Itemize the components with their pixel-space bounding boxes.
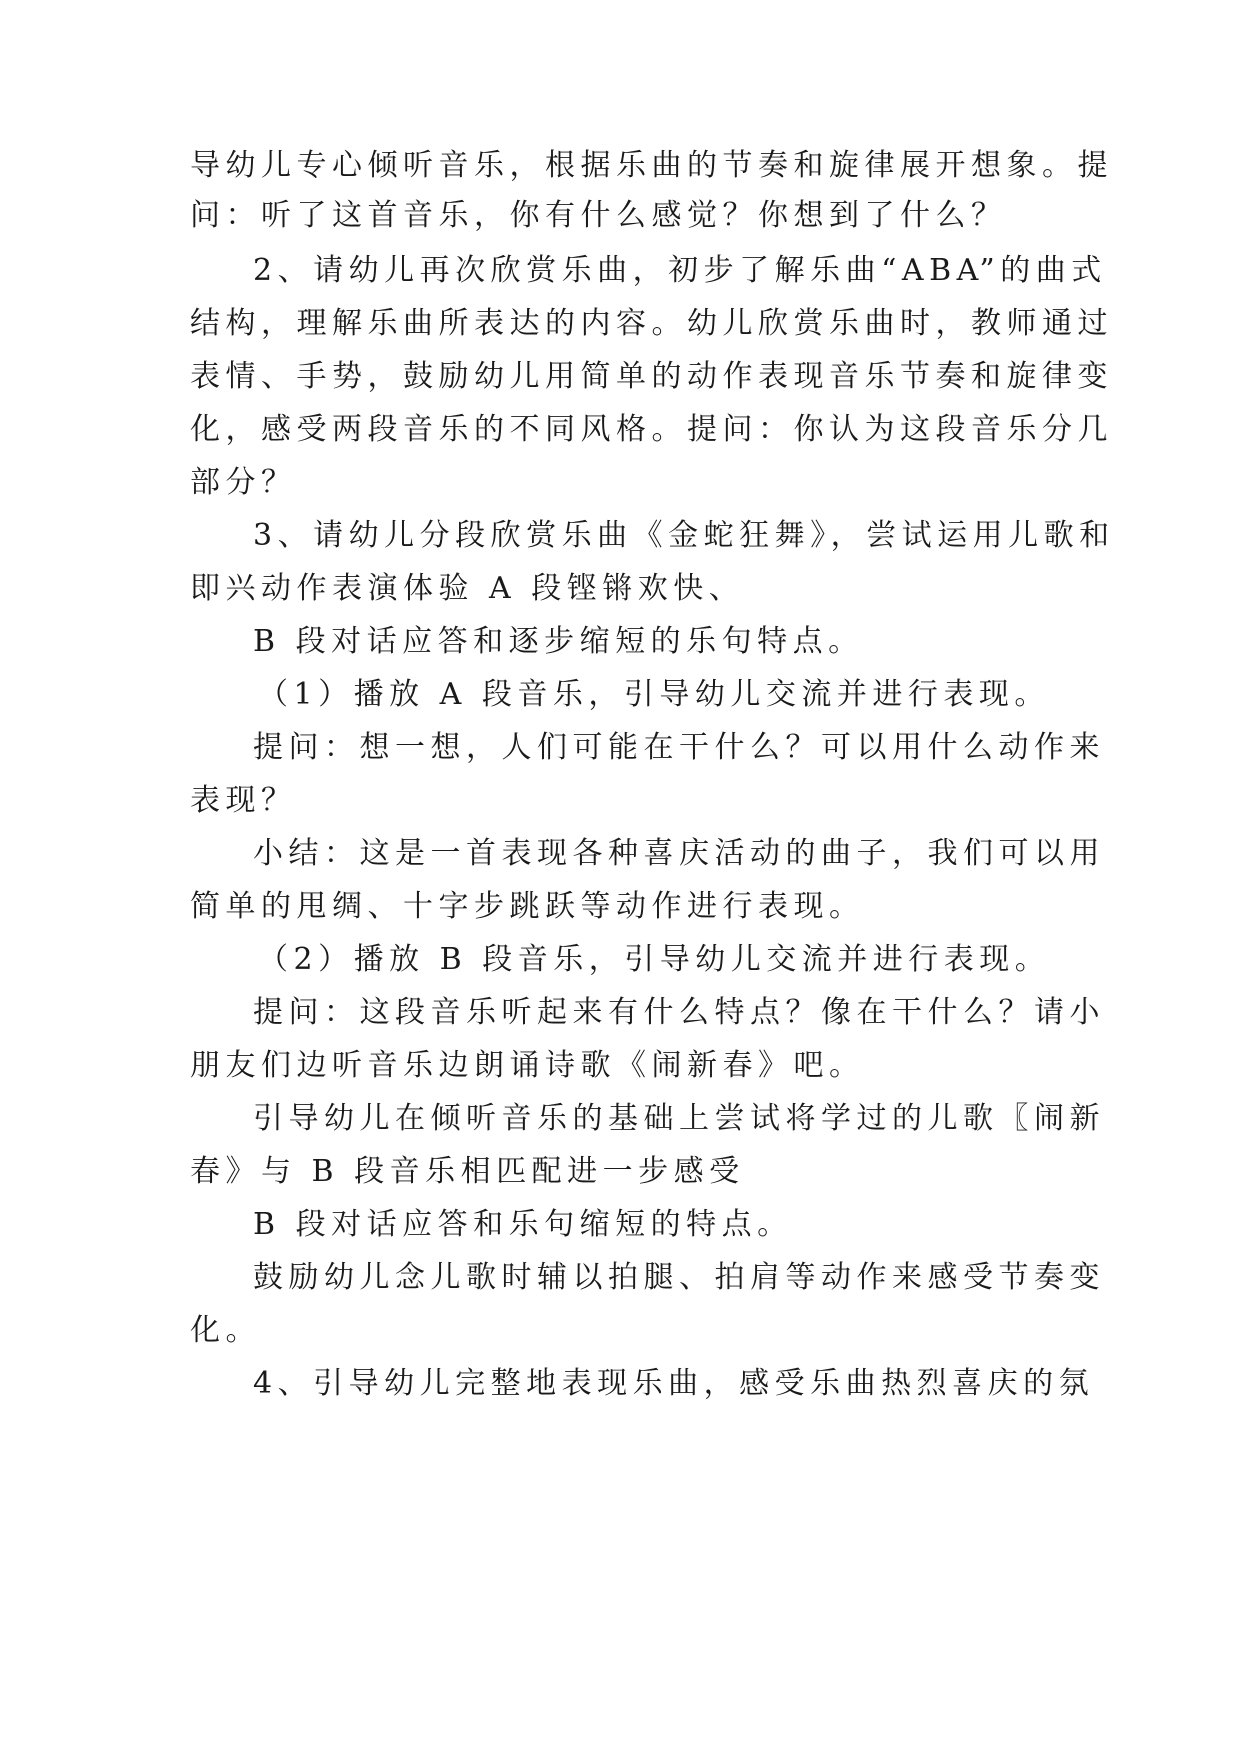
text-line: 化，感受两段音乐的不同风格。提问：你认为这段音乐分几	[190, 412, 1113, 447]
text-line: 引导幼儿在倾听音乐的基础上尝试将学过的儿歌〖闹新	[253, 1101, 1105, 1136]
text-line: B 段对话应答和逐步缩短的乐句特点。	[253, 624, 864, 659]
text-line: 表现？	[190, 783, 297, 818]
text-line: （2）播放 B 段音乐，引导幼儿交流并进行表现。	[258, 942, 1051, 977]
text-line: 2、请幼儿再次欣赏乐曲，初步了解乐曲“ABA”的曲式	[253, 253, 1107, 288]
text-line: 问：听了这首音乐，你有什么感觉？你想到了什么？	[190, 198, 1007, 233]
text-line: 朋友们边听音乐边朗诵诗歌《闹新春》吧。	[190, 1048, 865, 1083]
text-line: 结构，理解乐曲所表达的内容。幼儿欣赏乐曲时，教师通过	[190, 306, 1113, 341]
text-line: 表情、手势，鼓励幼儿用简单的动作表现音乐节奏和旋律变	[190, 359, 1113, 394]
text-line: 鼓励幼儿念儿歌时辅以拍腿、拍肩等动作来感受节奏变	[253, 1260, 1105, 1295]
text-line: 即兴动作表演体验 A 段铿锵欢快、	[190, 571, 745, 606]
text-line: 简单的甩绸、十字步跳跃等动作进行表现。	[190, 889, 865, 924]
text-line: B 段对话应答和乐句缩短的特点。	[253, 1207, 793, 1242]
text-line: 提问：这段音乐听起来有什么特点？像在干什么？请小	[253, 995, 1105, 1030]
text-line: 化。	[190, 1313, 261, 1348]
text-line: 导幼儿专心倾听音乐，根据乐曲的节奏和旋律展开想象。提	[190, 148, 1113, 183]
text-line: 4、引导幼儿完整地表现乐曲，感受乐曲热烈喜庆的氛	[253, 1366, 1095, 1401]
text-line: （1）播放 A 段音乐，引导幼儿交流并进行表现。	[258, 677, 1050, 712]
text-line: 3、请幼儿分段欣赏乐曲《金蛇狂舞》，尝试运用儿歌和	[253, 518, 1115, 553]
text-line: 春》与 B 段音乐相匹配进一步感受	[190, 1154, 745, 1189]
text-line: 小结：这是一首表现各种喜庆活动的曲子，我们可以用	[253, 836, 1105, 871]
text-line: 提问：想一想，人们可能在干什么？可以用什么动作来	[253, 730, 1105, 765]
text-line: 部分？	[190, 465, 297, 500]
